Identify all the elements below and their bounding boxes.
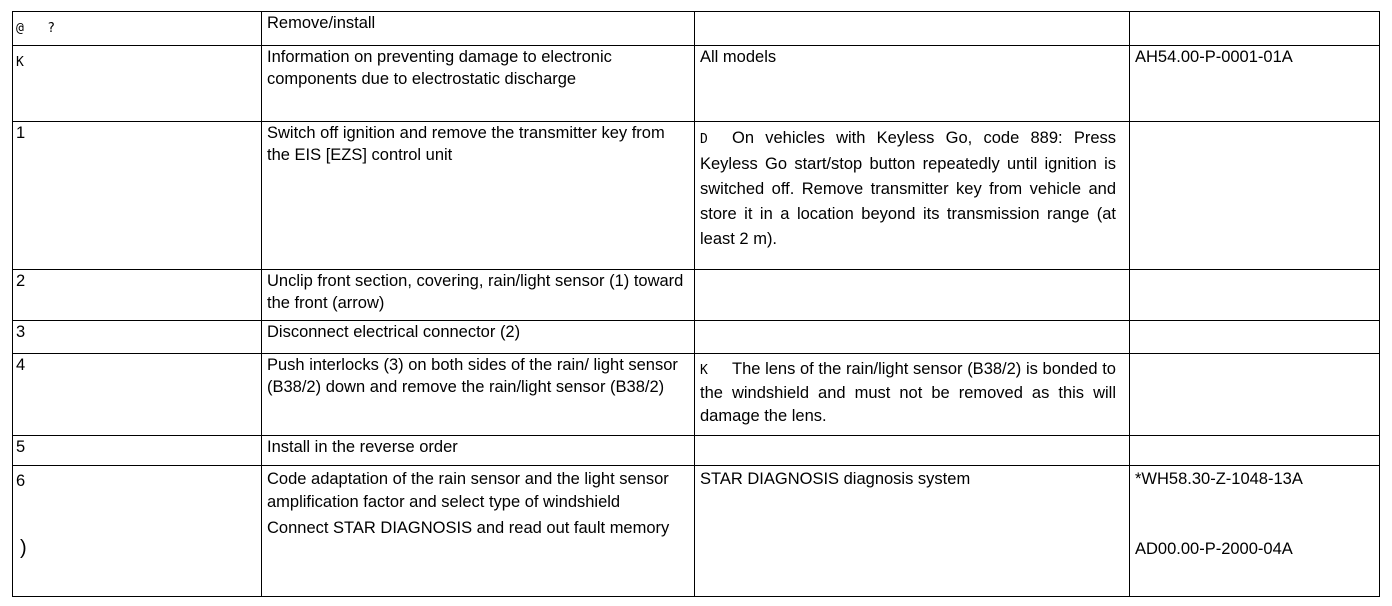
table-row <box>13 46 1380 122</box>
ref-cell <box>1130 270 1380 321</box>
step-number: 4 <box>16 356 26 374</box>
table-row <box>13 354 1380 436</box>
table-row <box>13 270 1380 321</box>
esd-warning-symbol: K <box>16 55 24 70</box>
action-cell <box>262 46 695 122</box>
table-row <box>13 122 1380 270</box>
action-text: Code adaptation of the rain sensor and the light sensor amplification factor and select type of windshield <box>267 470 669 511</box>
note-symbol: D <box>700 132 708 147</box>
ref-cell <box>1130 46 1380 122</box>
notes-cell <box>695 122 1130 270</box>
action-text: Information on preventing damage to electronic components due to electrostatic discharge <box>267 48 612 88</box>
header-notes-cell <box>695 12 1130 46</box>
notes-text: All models <box>700 48 777 66</box>
table-row <box>13 321 1380 354</box>
step-number: 2 <box>16 272 26 290</box>
step-cell <box>13 436 262 466</box>
notes-cell <box>695 436 1130 466</box>
step-cell <box>13 122 262 270</box>
substep-text: Connect STAR DIAGNOSIS and read out fault memory <box>267 519 670 537</box>
action-text: Unclip front section, covering, rain/light sensor (1) toward the front (arrow) <box>267 272 684 312</box>
notes-cell <box>695 321 1130 354</box>
notes-cell <box>695 46 1130 122</box>
table-row <box>13 436 1380 466</box>
notes-cell <box>695 466 1130 597</box>
table-header-row <box>13 12 1380 46</box>
action-cell <box>262 321 695 354</box>
substep-symbol: ) <box>20 537 27 559</box>
step-number: 3 <box>16 323 26 341</box>
notes-cell <box>695 270 1130 321</box>
ref-cell <box>1130 354 1380 436</box>
action-cell <box>262 122 695 270</box>
step-cell <box>13 270 262 321</box>
header-symbols: @ ? <box>16 21 56 36</box>
ref-cell <box>1130 466 1380 597</box>
action-text: Install in the reverse order <box>267 438 458 456</box>
step-number: 6 <box>16 472 26 490</box>
ref-cell <box>1130 321 1380 354</box>
notes-text: STAR DIAGNOSIS diagnosis system <box>700 470 971 488</box>
step-cell <box>13 46 262 122</box>
step-cell <box>13 466 262 597</box>
notes-text: The lens of the rain/light sensor (B38/2) is bonded to the windshield and must not be removed as this will damage the lens. <box>700 360 1116 425</box>
notes-cell <box>695 354 1130 436</box>
action-text: Switch off ignition and remove the transmitter key from the EIS [EZS] control unit <box>267 124 665 164</box>
step-cell <box>13 354 262 436</box>
header-ref-cell <box>1130 12 1380 46</box>
notes-text: On vehicles with Keyless Go, code 889: Press Keyless Go start/stop button repeatedly until ignition is switched off. Remove transmitter key from vehicle and store it in a location beyond its transmission range (at least 2 m). <box>700 129 1116 248</box>
action-text: Push interlocks (3) on both sides of the rain/ light sensor (B38/2) down and remove the rain/light sensor (B38/2) <box>267 356 678 396</box>
note-symbol: K <box>700 363 708 378</box>
step-number: 1 <box>16 124 26 142</box>
header-symbols-cell <box>13 12 262 46</box>
action-cell <box>262 436 695 466</box>
ref-cell <box>1130 436 1380 466</box>
procedure-table <box>12 11 1380 597</box>
table-row <box>13 466 1380 597</box>
header-title-cell <box>262 12 695 46</box>
reference-link[interactable]: AD00.00-P-2000-04A <box>1135 540 1293 558</box>
ref-cell <box>1130 122 1380 270</box>
page-title: Remove/install <box>267 14 376 32</box>
action-text: Disconnect electrical connector (2) <box>267 323 521 341</box>
step-cell <box>13 321 262 354</box>
reference-link[interactable]: AH54.00-P-0001-01A <box>1135 48 1293 66</box>
action-cell <box>262 466 695 597</box>
action-cell <box>262 270 695 321</box>
step-number: 5 <box>16 438 26 456</box>
reference-link[interactable]: *WH58.30-Z-1048-13A <box>1135 470 1303 488</box>
action-cell <box>262 354 695 436</box>
